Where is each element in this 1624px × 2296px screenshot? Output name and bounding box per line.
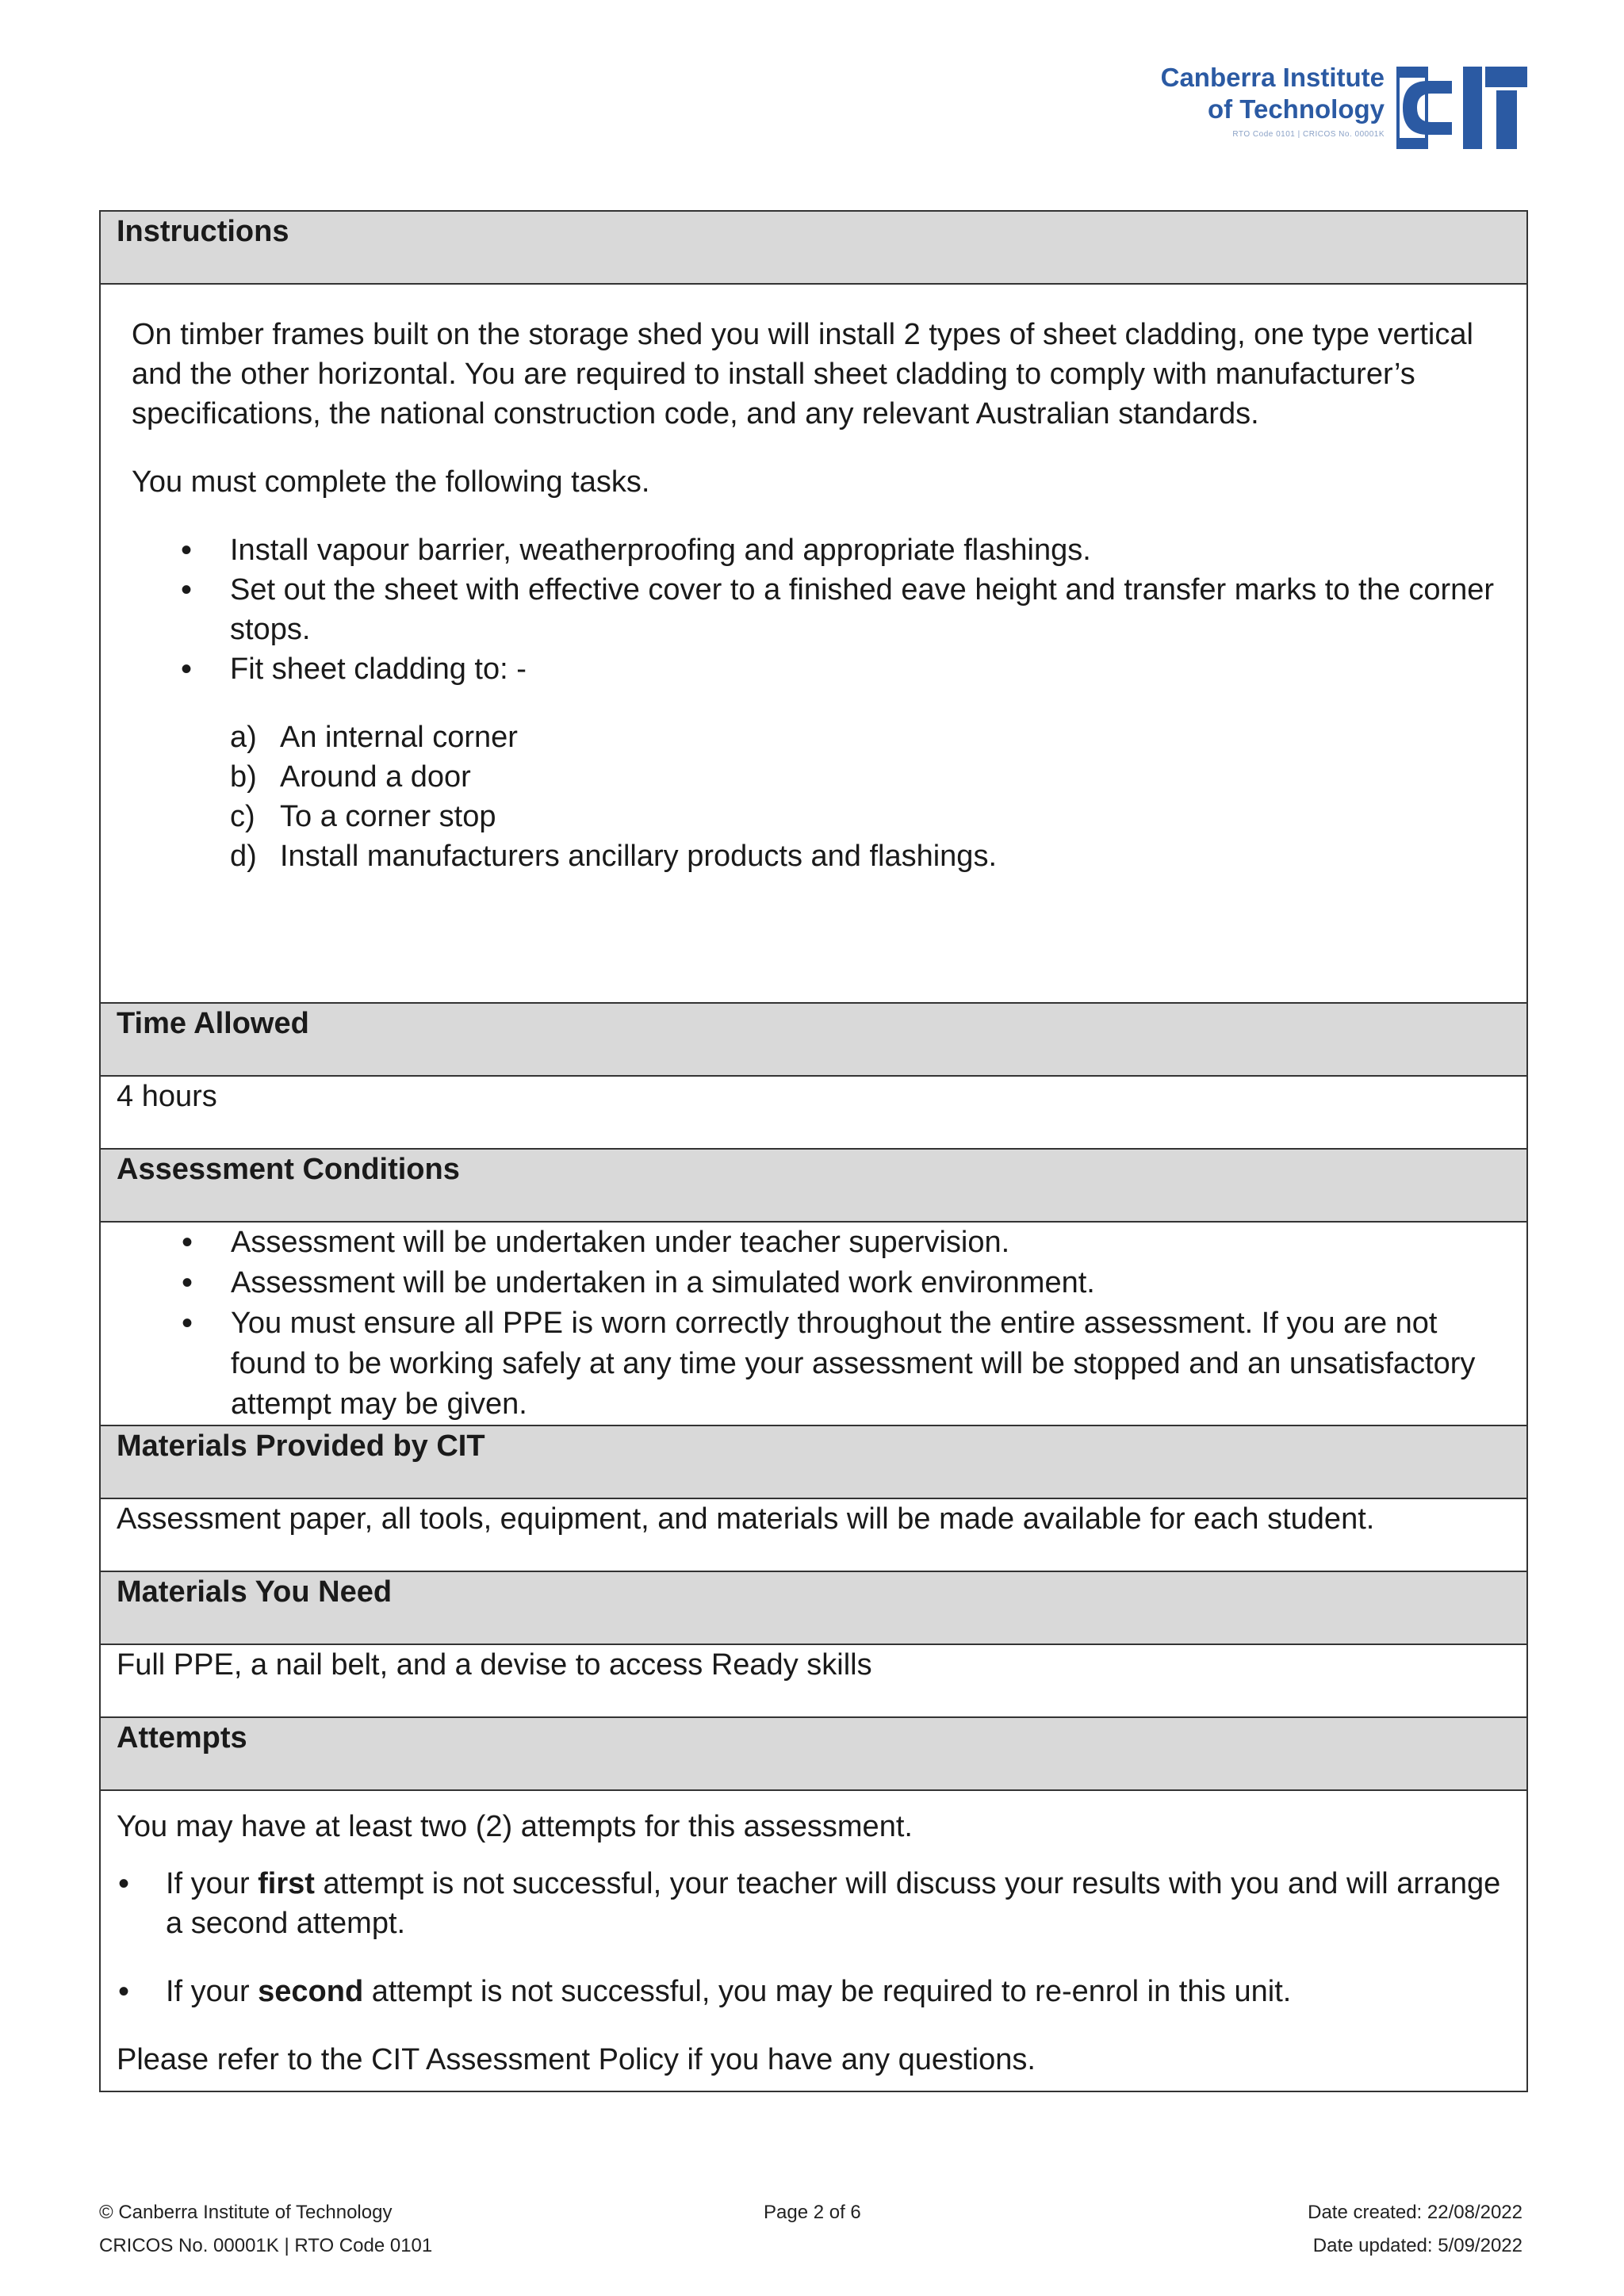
materials-need-value: Full PPE, a nail belt, and a devise to access Ready skills [100,1644,1527,1717]
attempts-intro: You may have at least two (2) attempts for this assessment. [117,1810,913,1843]
conditions-list [117,1223,1511,1425]
time-allowed-value: 4 hours [100,1076,1527,1149]
list-item: d) Install manufacturers ancillary products and flashings. [230,840,998,873]
list-item: • Assessment will be undertaken in a simulated work environment. [231,1263,1511,1303]
attempts-list [117,1864,1511,2011]
attempts-heading: Attempts [100,1717,1527,1790]
instructions-heading: Instructions [100,211,1527,284]
logo-line-2: of Technology [1207,94,1385,124]
assessment-info-table [99,210,1528,2092]
list-item: • If your second attempt is not successful, you may be required to re-enrol in this unit. [166,1972,1511,2011]
materials-need-heading: Materials You Need [100,1571,1527,1644]
list-item: • You must ensure all PPE is worn correctly throughout the entire assessment. If you are not found to be working safely at any time your assessment will be stopped and an unsatisfactory attempt may be given. [231,1303,1511,1425]
list-item: a) An internal corner [230,721,518,754]
list-item: c) To a corner stop [230,800,496,833]
footer-page-number: Page 2 of 6 [764,2202,861,2223]
logo-line-1: Canberra Institute [1160,63,1385,92]
footer-codes: CRICOS No. 00001K | RTO Code 0101 [99,2235,433,2256]
subtask-list [132,718,1496,876]
list-item: b) Around a door [230,760,471,794]
time-allowed-heading: Time Allowed [100,1003,1527,1076]
list-item: • If your first attempt is not successful, your teacher will discuss your results with you and will arrange a second attempt. [166,1864,1511,1943]
logo-text [1161,62,1385,139]
conditions-body [100,1222,1527,1425]
attempts-closing: Please refer to the CIT Assessment Policy if you have any questions. [117,2043,1036,2076]
list-item: • Assessment will be undertaken under teacher supervision. [231,1223,1511,1263]
footer-left [99,2196,432,2263]
materials-provided-heading: Materials Provided by CIT [100,1425,1527,1498]
list-item: • Fit sheet cladding to: - [230,649,1496,689]
list-item: • Install vapour barrier, weatherproofing and appropriate flashings. [230,530,1496,570]
footer-date-created: Date created: 22/08/2022 [1308,2202,1522,2223]
task-list [132,530,1496,689]
footer-copyright: © Canberra Institute of Technology [99,2202,393,2223]
attempts-body [100,1790,1527,2091]
materials-provided-value: Assessment paper, all tools, equipment, and materials will be made available for each student. [100,1498,1527,1571]
footer-right [1308,2196,1522,2263]
conditions-heading: Assessment Conditions [100,1149,1527,1222]
cit-logo [1139,62,1527,153]
logo-codes: RTO Code 0101 | CRICOS No. 00001K [1232,130,1385,139]
list-item: • Set out the sheet with effective cover to a finished eave height and transfer marks to the corner stops. [230,570,1496,649]
instructions-intro: On timber frames built on the storage shed you will install 2 types of sheet cladding, one type vertical and the other horizontal. You are required to install sheet cladding to comply with manufacturer’s specifications, the national construction code, and any relevant Australian standards. [132,318,1473,430]
instructions-lead: You must complete the following tasks. [132,465,650,499]
instructions-body [100,284,1527,1003]
cit-logo-mark-icon [1396,67,1527,149]
footer-date-updated: Date updated: 5/09/2022 [1312,2235,1522,2256]
